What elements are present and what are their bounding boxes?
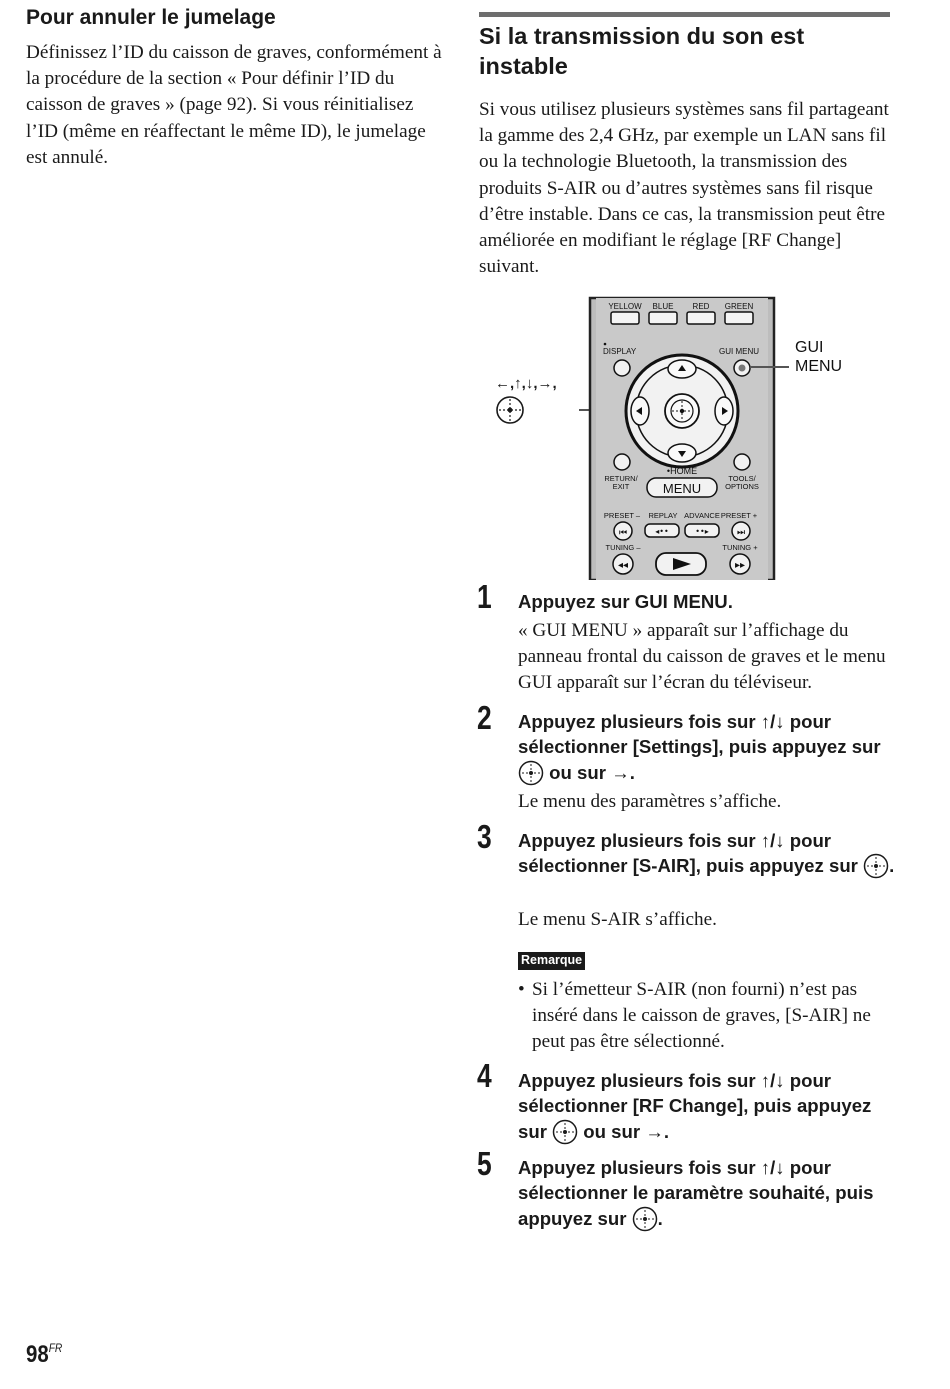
yellow-button [611, 312, 639, 324]
step-5-title-part1: Appuyez plusieurs fois sur ↑/↓ pour sélectionner le paramètre souhaité, puis appuyez sur [518, 1157, 874, 1229]
page-number-value: 98 [26, 1341, 49, 1368]
arrow-keys-callout: ←,↑,↓,→, [495, 375, 557, 392]
step-5-title-part2: . [657, 1207, 663, 1229]
return-label-line1: RETURN/ [604, 474, 638, 483]
advance-label: ADVANCE [684, 511, 720, 520]
svg-text:••▸: ••▸ [695, 527, 709, 536]
step-2-body: Le menu des paramètres s’affiche. [518, 791, 782, 812]
section-rule [479, 12, 890, 17]
display-label: DISPLAY [603, 347, 637, 356]
tools-label-line2: OPTIONS [725, 482, 759, 491]
step-3-title-part2: . [889, 855, 895, 877]
home-label: •HOME [666, 466, 698, 476]
green-button [725, 312, 753, 324]
return-exit-button [614, 454, 630, 470]
display-button [614, 360, 630, 376]
svg-text:⏭: ⏭ [736, 528, 746, 538]
green-label: GREEN [724, 302, 754, 311]
step-4-title [518, 1068, 898, 1145]
svg-text:⏮: ⏮ [618, 528, 628, 538]
enter-button-icon [518, 760, 544, 786]
svg-text:▸▸: ▸▸ [734, 560, 746, 571]
step-3-title-part1: Appuyez plusieurs fois sur ↑/↓ pour sélectionner [S-AIR], puis appuyez sur [518, 830, 858, 877]
step-1-body: « GUI MENU » apparaît sur l’affichage du panneau frontal du caisson de graves et le menu GUI apparaît sur l’écran du téléviseur. [518, 620, 886, 694]
step-number-4: 4 [477, 1057, 492, 1094]
red-button [687, 312, 715, 324]
preset-minus-label: PRESET – [603, 511, 641, 520]
section-heading-unstable-transmission: Si la transmission du son est instable [479, 23, 805, 79]
menu-button-label: MENU [662, 481, 702, 496]
tools-options-button [734, 454, 750, 470]
gui-menu-label: GUI MENU [719, 347, 759, 356]
step-1-title: Appuyez sur GUI MENU. [518, 591, 733, 612]
step-3-title [518, 828, 898, 879]
cancel-pairing-paragraph: Définissez l’ID du caisson de graves, conformément à la procédure de la section « Pour définir l’ID du caisson de graves » (page 92). Si vous réinitialisez l’ID (même en réaffectant le même ID), le jumelage est annulé. [26, 42, 442, 168]
step-2-title [518, 709, 898, 786]
remote-control-illustration [489, 296, 869, 580]
page-number [26, 1334, 62, 1369]
enter-button-icon [552, 1119, 578, 1145]
yellow-label: YELLOW [608, 302, 642, 311]
red-label: RED [692, 302, 710, 311]
step-number-2: 2 [477, 699, 492, 736]
note-bullet: • [518, 979, 525, 1000]
preset-plus-label: PRESET + [720, 511, 758, 520]
tuning-plus-label: TUNING + [722, 543, 758, 552]
note-text: Si l’émetteur S-AIR (non fourni) n’est pas inséré dans le caisson de graves, [S-AIR] ne peut pas être sélectionné. [532, 979, 871, 1053]
page-language-suffix: FR [48, 1341, 63, 1355]
step-5-title [518, 1155, 898, 1232]
note [518, 977, 898, 1056]
remote-control-figure [489, 296, 869, 580]
enter-button-icon [863, 853, 889, 879]
svg-text:◂••: ◂•• [655, 527, 669, 536]
blue-label: BLUE [652, 302, 674, 311]
step-2-title-part2: ou sur →. [549, 761, 635, 783]
unstable-transmission-intro: Si vous utilisez plusieurs systèmes sans fil partageant la gamme des 2,4 GHz, par exemple un LAN sans fil ou la technologie Bluetooth, la transmission des produits S-AIR ou d’autres systèmes sans fil risque d’être instable. Dans ce cas, la transmission peut être améliorée en modifiant le réglage [RF Change] suivant. [479, 99, 889, 278]
step-number-1: 1 [477, 578, 492, 615]
step-number-5: 5 [477, 1145, 492, 1182]
enter-button-icon [632, 1206, 658, 1232]
enter-button-callout-icon [497, 397, 523, 423]
replay-label: REPLAY [648, 511, 678, 520]
step-3-body: Le menu S-AIR s’affiche. [518, 909, 717, 930]
gui-menu-callout-line2: MENU [795, 358, 843, 375]
tools-label-line1: TOOLS/ [728, 474, 756, 483]
step-4-title-part1: Appuyez plusieurs fois sur ↑/↓ pour sélectionner [RF Change], puis appuyez sur [518, 1070, 872, 1142]
step-2-title-part1: Appuyez plusieurs fois sur ↑/↓ pour sélectionner [Settings], puis appuyez sur [518, 711, 881, 758]
gui-menu-callout-line1: GUI [795, 339, 824, 356]
blue-button [649, 312, 677, 324]
step-number-3: 3 [477, 818, 492, 855]
tuning-minus-label: TUNING – [605, 543, 641, 552]
section-heading-cancel-pairing: Pour annuler le jumelage [26, 6, 276, 29]
svg-text:◂◂: ◂◂ [617, 560, 629, 571]
step-4-title-part2: ou sur →. [583, 1120, 670, 1142]
return-label-line2: EXIT [612, 482, 630, 491]
note-badge: Remarque [518, 952, 585, 970]
